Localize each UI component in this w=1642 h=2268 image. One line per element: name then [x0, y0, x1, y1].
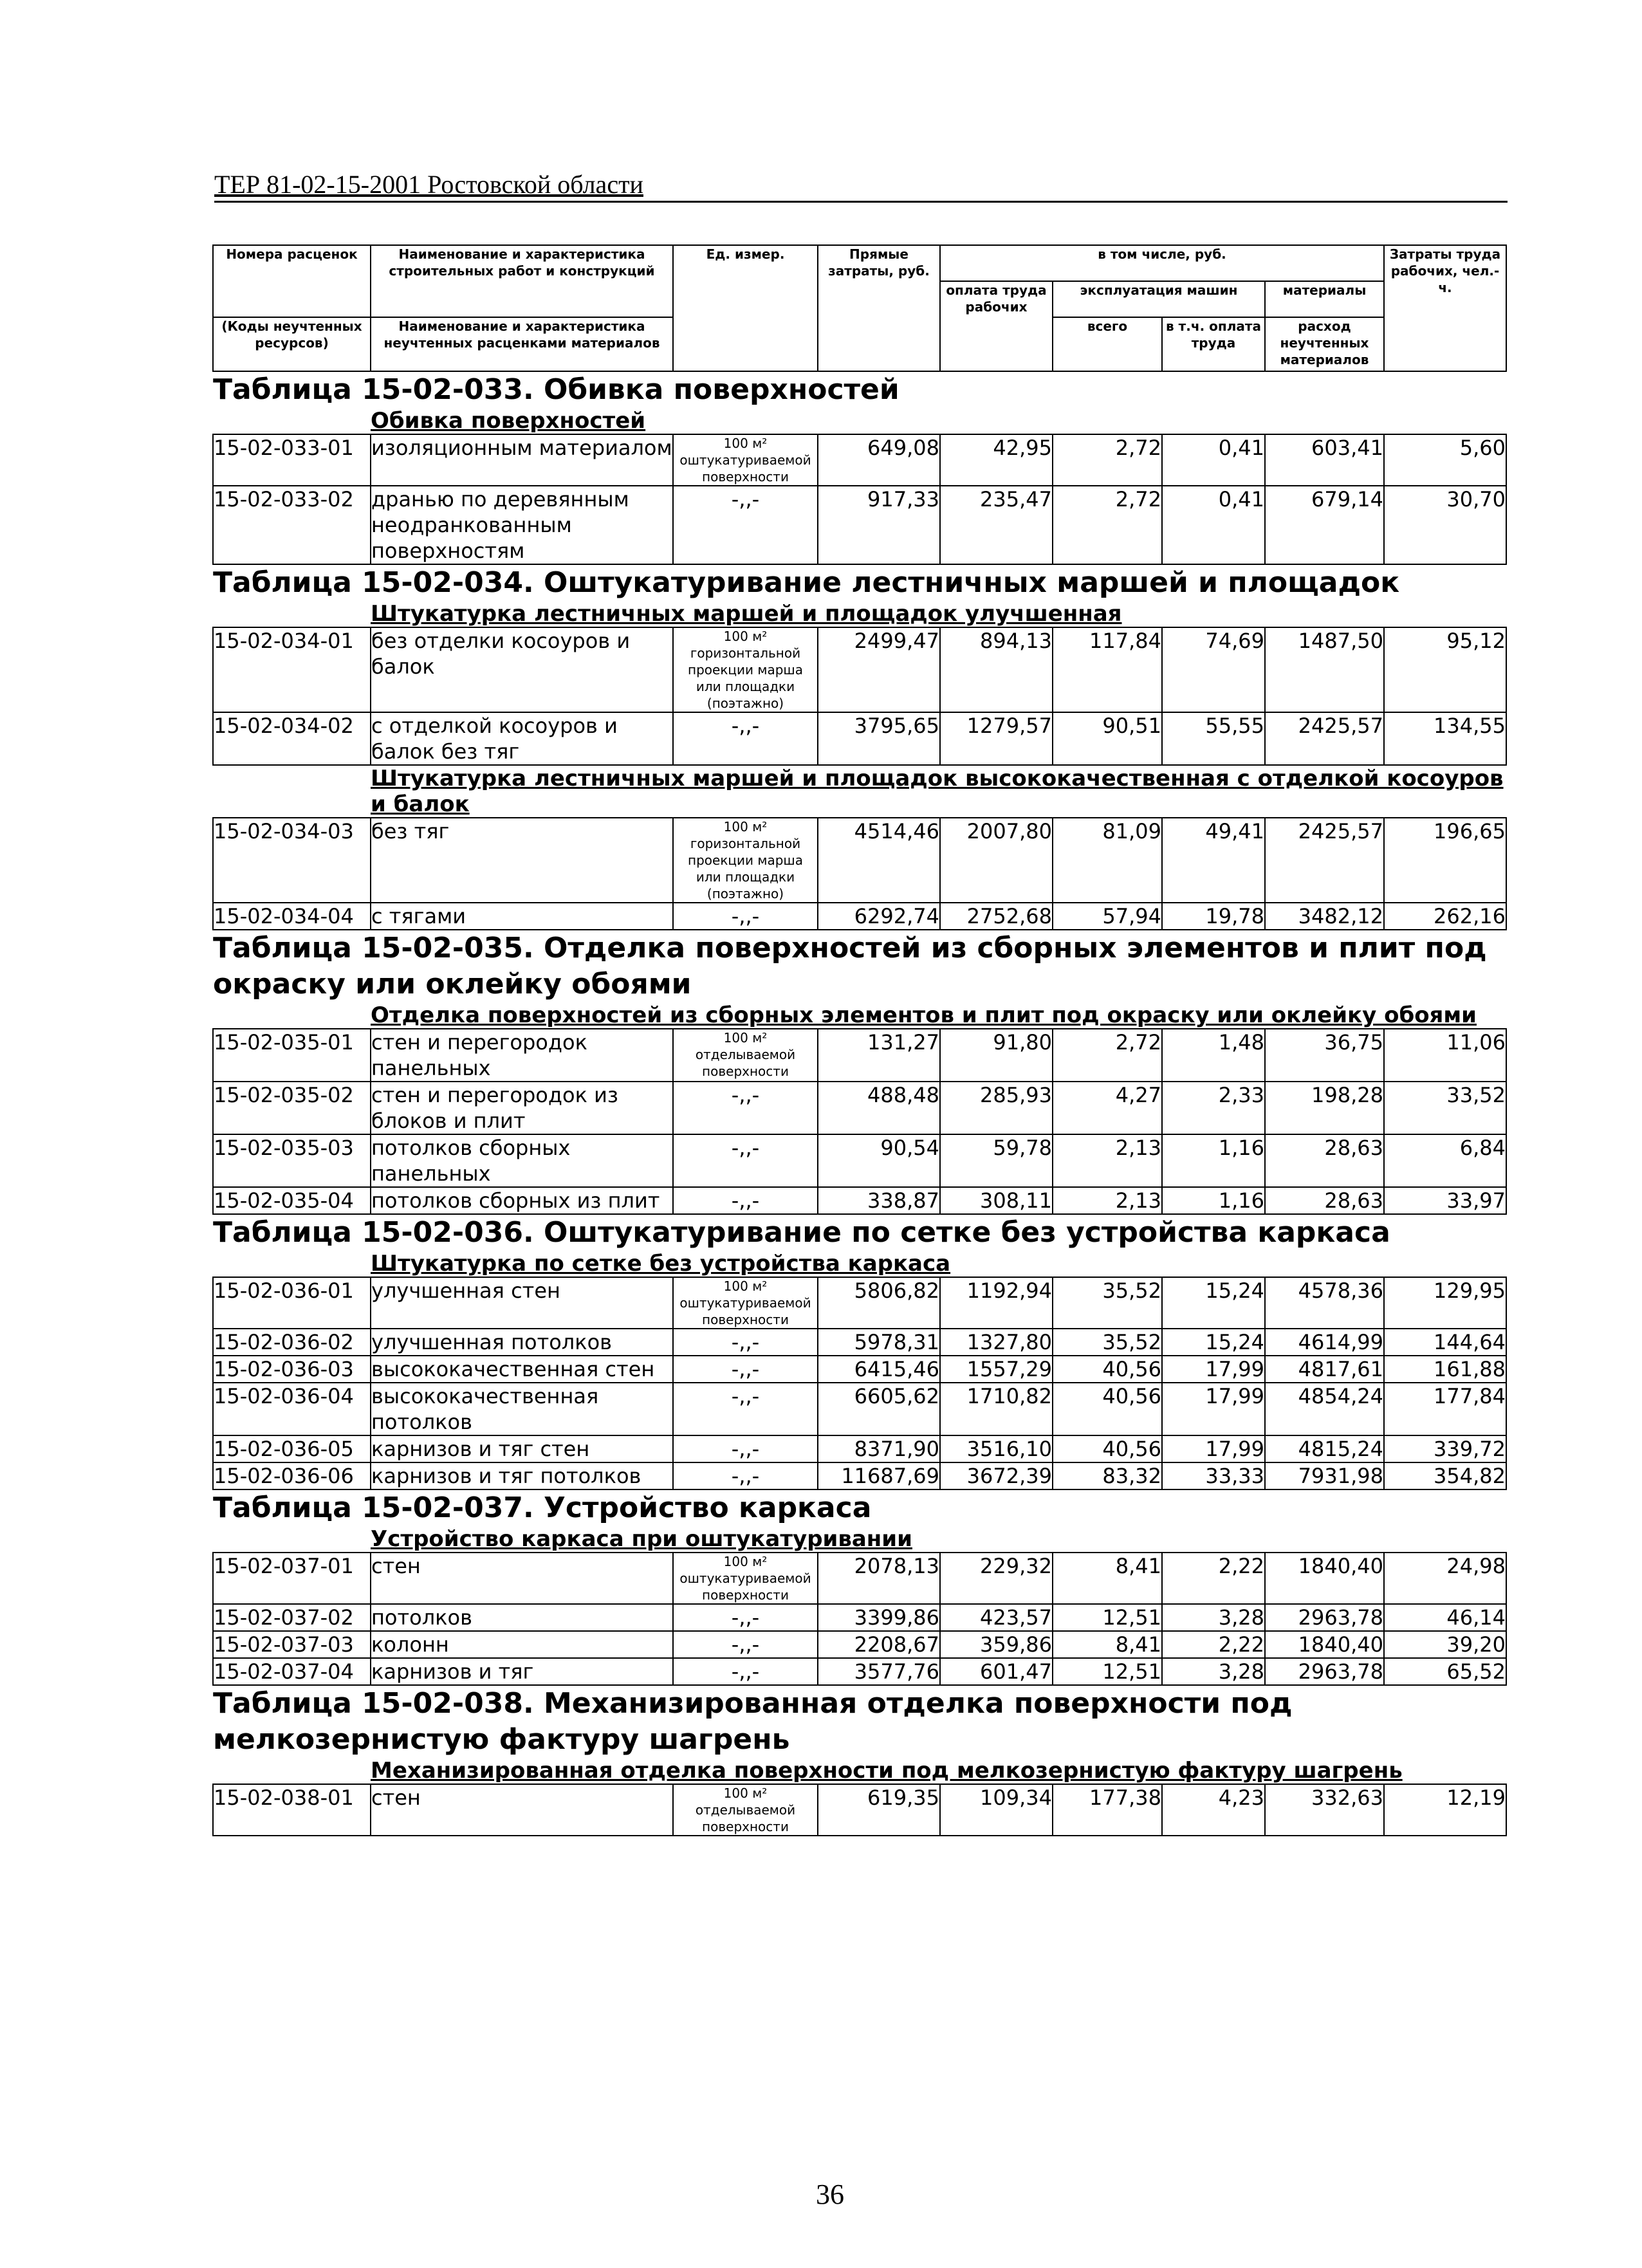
rate-unit: 100 м² горизонтальной проекции марша или площадки (поэтажно) [673, 818, 818, 903]
machines-total: 40,56 [1053, 1383, 1162, 1435]
machines-labor-pay: 4,23 [1162, 1784, 1265, 1836]
labor-pay: 894,13 [940, 627, 1053, 712]
labor-pay: 423,57 [940, 1604, 1053, 1631]
machines-labor-pay: 17,99 [1162, 1383, 1265, 1435]
rate-code: 15-02-036-03 [213, 1356, 371, 1383]
rate-name: с отделкой косоуров и балок без тяг [371, 712, 673, 765]
group-subtitle-row [213, 408, 1506, 434]
labor-pay: 1279,57 [940, 712, 1053, 765]
direct-cost: 338,87 [818, 1187, 940, 1214]
labor-hours: 11,06 [1384, 1029, 1506, 1082]
rate-unit: 100 м² отделываемой поверхности [673, 1029, 818, 1082]
group-code-cell [213, 765, 371, 818]
group-subtitle-row [213, 1526, 1506, 1553]
machines-total: 40,56 [1053, 1356, 1162, 1383]
machines-labor-pay: 2,33 [1162, 1082, 1265, 1134]
machines-labor-pay: 17,99 [1162, 1435, 1265, 1462]
machines-labor-pay: 49,41 [1162, 818, 1265, 903]
rate-name: карнизов и тяг потолков [371, 1462, 673, 1489]
rate-unit: -,,- [673, 903, 818, 930]
machines-total: 117,84 [1053, 627, 1162, 712]
table-row [213, 1277, 1506, 1329]
materials-cost: 28,63 [1265, 1134, 1384, 1187]
rate-name: без тяг [371, 818, 673, 903]
materials-cost: 1840,40 [1265, 1553, 1384, 1604]
group-code-cell [213, 1758, 371, 1784]
rate-code: 15-02-034-03 [213, 818, 371, 903]
materials-cost: 2963,78 [1265, 1658, 1384, 1685]
group-code-cell [213, 1002, 371, 1029]
materials-cost: 4817,61 [1265, 1356, 1384, 1383]
machines-total: 8,41 [1053, 1553, 1162, 1604]
rates-table [212, 244, 1507, 1836]
rate-name: высококачественная стен [371, 1356, 673, 1383]
rate-name: улучшенная потолков [371, 1329, 673, 1356]
table-row [213, 903, 1506, 930]
materials-cost: 1840,40 [1265, 1631, 1384, 1658]
rate-unit: -,,- [673, 1658, 818, 1685]
direct-cost: 6292,74 [818, 903, 940, 930]
group-code-cell [213, 1251, 371, 1277]
labor-hours: 134,55 [1384, 712, 1506, 765]
machines-labor-pay: 33,33 [1162, 1462, 1265, 1489]
table-row [213, 1435, 1506, 1462]
labor-pay: 308,11 [940, 1187, 1053, 1214]
group-subtitle-cell [371, 408, 1506, 434]
group-code-cell [213, 1526, 371, 1553]
table-row [213, 1187, 1506, 1214]
direct-cost: 4514,46 [818, 818, 940, 903]
rate-name: дранью по деревянным неодранкованным поверхностям [371, 486, 673, 564]
section-title: Таблица 15-02-036. Оштукатуривание по сетке без устройства каркаса [213, 1216, 1390, 1249]
table-row [213, 712, 1506, 765]
direct-cost: 6605,62 [818, 1383, 940, 1435]
direct-cost: 90,54 [818, 1134, 940, 1187]
direct-cost: 3399,86 [818, 1604, 940, 1631]
machines-labor-pay: 55,55 [1162, 712, 1265, 765]
labor-hours: 196,65 [1384, 818, 1506, 903]
group-subtitle: Штукатурка лестничных маршей и площадок высококачественная с отделкой косоуров и балок [371, 766, 1504, 817]
labor-hours: 177,84 [1384, 1383, 1506, 1435]
col-machines: эксплуатация машин [1053, 281, 1265, 317]
col-materials-sub: расход неучтенных материалов [1265, 317, 1384, 371]
rate-code: 15-02-036-01 [213, 1277, 371, 1329]
rate-name: стен [371, 1553, 673, 1604]
group-subtitle: Штукатурка лестничных маршей и площадок улучшенная [371, 601, 1122, 627]
machines-labor-pay: 0,41 [1162, 434, 1265, 486]
table-row [213, 434, 1506, 486]
labor-hours: 6,84 [1384, 1134, 1506, 1187]
rate-unit: 100 м² оштукатуриваемой поверхности [673, 1277, 818, 1329]
section-title: Таблица 15-02-033. Обивка поверхностей [213, 373, 899, 406]
table-row [213, 486, 1506, 564]
direct-cost: 2208,67 [818, 1631, 940, 1658]
labor-pay: 1710,82 [940, 1383, 1053, 1435]
labor-pay: 42,95 [940, 434, 1053, 486]
document-header [214, 161, 1508, 203]
rate-unit: -,,- [673, 1356, 818, 1383]
group-subtitle-cell [371, 765, 1506, 818]
rate-code: 15-02-038-01 [213, 1784, 371, 1836]
section-title: Таблица 15-02-034. Оштукатуривание лестничных маршей и площадок [213, 566, 1400, 599]
rate-code: 15-02-034-01 [213, 627, 371, 712]
materials-cost: 2425,57 [1265, 818, 1384, 903]
rate-code: 15-02-036-02 [213, 1329, 371, 1356]
labor-hours: 95,12 [1384, 627, 1506, 712]
labor-pay: 1192,94 [940, 1277, 1053, 1329]
machines-total: 35,52 [1053, 1277, 1162, 1329]
table-row [213, 1553, 1506, 1604]
labor-hours: 144,64 [1384, 1329, 1506, 1356]
machines-total: 35,52 [1053, 1329, 1162, 1356]
rate-unit: -,,- [673, 1134, 818, 1187]
table-header [213, 245, 1506, 371]
group-subtitle: Отделка поверхностей из сборных элементов и плит под окраску или оклейку обоями [371, 1002, 1477, 1028]
labor-hours: 5,60 [1384, 434, 1506, 486]
rate-unit: -,,- [673, 1604, 818, 1631]
rate-code: 15-02-036-05 [213, 1435, 371, 1462]
group-subtitle-cell [371, 1251, 1506, 1277]
rate-name: высококачественная потолков [371, 1383, 673, 1435]
section-title-row [213, 371, 1506, 408]
group-subtitle-cell [371, 1758, 1506, 1784]
rate-name: карнизов и тяг [371, 1658, 673, 1685]
table-row [213, 1462, 1506, 1489]
machines-total: 8,41 [1053, 1631, 1162, 1658]
table-row [213, 1356, 1506, 1383]
labor-pay: 3672,39 [940, 1462, 1053, 1489]
materials-cost: 4815,24 [1265, 1435, 1384, 1462]
rate-code: 15-02-033-01 [213, 434, 371, 486]
group-subtitle-row [213, 1251, 1506, 1277]
group-code-cell [213, 601, 371, 627]
direct-cost: 2078,13 [818, 1553, 940, 1604]
materials-cost: 679,14 [1265, 486, 1384, 564]
rate-name: стен и перегородок панельных [371, 1029, 673, 1082]
machines-labor-pay: 74,69 [1162, 627, 1265, 712]
labor-pay: 59,78 [940, 1134, 1053, 1187]
direct-cost: 5978,31 [818, 1329, 940, 1356]
rate-name: колонн [371, 1631, 673, 1658]
table-row [213, 818, 1506, 903]
col-machines-labor: в т.ч. оплата труда [1162, 317, 1265, 371]
direct-cost: 11687,69 [818, 1462, 940, 1489]
rate-code: 15-02-036-04 [213, 1383, 371, 1435]
rate-name: карнизов и тяг стен [371, 1435, 673, 1462]
rate-unit: -,,- [673, 1187, 818, 1214]
rate-unit: 100 м² горизонтальной проекции марша или площадки (поэтажно) [673, 627, 818, 712]
group-subtitle: Обивка поверхностей [371, 408, 646, 434]
rate-unit: -,,- [673, 1082, 818, 1134]
rate-name: потолков сборных панельных [371, 1134, 673, 1187]
materials-cost: 2963,78 [1265, 1604, 1384, 1631]
section-title-row [213, 1685, 1506, 1758]
section-title-row [213, 930, 1506, 1002]
direct-cost: 3577,76 [818, 1658, 940, 1685]
rate-unit: 100 м² оштукатуриваемой поверхности [673, 434, 818, 486]
machines-labor-pay: 15,24 [1162, 1329, 1265, 1356]
section-title-row [213, 1489, 1506, 1526]
group-subtitle-row [213, 1758, 1506, 1784]
col-labor-pay: оплата труда рабочих [940, 281, 1053, 371]
machines-total: 90,51 [1053, 712, 1162, 765]
labor-pay: 601,47 [940, 1658, 1053, 1685]
machines-labor-pay: 15,24 [1162, 1277, 1265, 1329]
materials-cost: 2425,57 [1265, 712, 1384, 765]
machines-labor-pay: 3,28 [1162, 1658, 1265, 1685]
rate-code: 15-02-034-02 [213, 712, 371, 765]
rate-unit: -,,- [673, 1329, 818, 1356]
direct-cost: 6415,46 [818, 1356, 940, 1383]
labor-hours: 39,20 [1384, 1631, 1506, 1658]
rate-unit: -,,- [673, 486, 818, 564]
labor-hours: 33,52 [1384, 1082, 1506, 1134]
materials-cost: 1487,50 [1265, 627, 1384, 712]
table-row [213, 1631, 1506, 1658]
machines-labor-pay: 0,41 [1162, 486, 1265, 564]
document-title: ТЕР 81-02-15-2001 Ростовской области [214, 170, 643, 199]
rate-code: 15-02-035-02 [213, 1082, 371, 1134]
table-row [213, 1329, 1506, 1356]
machines-labor-pay: 1,16 [1162, 1134, 1265, 1187]
col-labor-hours: Затраты труда рабочих, чел.-ч. [1384, 245, 1506, 371]
table-row [213, 1082, 1506, 1134]
rate-code: 15-02-035-01 [213, 1029, 371, 1082]
direct-cost: 649,08 [818, 434, 940, 486]
direct-cost: 488,48 [818, 1082, 940, 1134]
labor-hours: 129,95 [1384, 1277, 1506, 1329]
machines-total: 83,32 [1053, 1462, 1162, 1489]
rate-code: 15-02-037-04 [213, 1658, 371, 1685]
machines-total: 2,13 [1053, 1187, 1162, 1214]
section-title: Таблица 15-02-037. Устройство каркаса [213, 1491, 872, 1524]
group-subtitle: Штукатурка по сетке без устройства каркаса [371, 1251, 951, 1277]
rate-unit: 100 м² оштукатуриваемой поверхности [673, 1553, 818, 1604]
labor-hours: 339,72 [1384, 1435, 1506, 1462]
machines-total: 12,51 [1053, 1604, 1162, 1631]
rate-unit: -,,- [673, 712, 818, 765]
labor-hours: 65,52 [1384, 1658, 1506, 1685]
direct-cost: 8371,90 [818, 1435, 940, 1462]
labor-hours: 161,88 [1384, 1356, 1506, 1383]
section-title-row [213, 1214, 1506, 1251]
section-title: Таблица 15-02-035. Отделка поверхностей из сборных элементов и плит под окраску или оклейку обоями [213, 932, 1487, 1000]
table-body [213, 371, 1506, 1836]
machines-labor-pay: 1,16 [1162, 1187, 1265, 1214]
labor-pay: 2007,80 [940, 818, 1053, 903]
labor-pay: 285,93 [940, 1082, 1053, 1134]
group-subtitle-row [213, 601, 1506, 627]
rate-code: 15-02-033-02 [213, 486, 371, 564]
rate-name: изоляционным материалом [371, 434, 673, 486]
machines-total: 2,13 [1053, 1134, 1162, 1187]
machines-total: 12,51 [1053, 1658, 1162, 1685]
labor-hours: 46,14 [1384, 1604, 1506, 1631]
group-subtitle: Механизированная отделка поверхности под мелкозернистую фактуру шагрень [371, 1758, 1403, 1784]
col-name-top: Наименование и характеристика строительных работ и конструкций [371, 245, 673, 317]
labor-pay: 109,34 [940, 1784, 1053, 1836]
section-title-row [213, 564, 1506, 601]
group-subtitle-row [213, 765, 1506, 818]
materials-cost: 3482,12 [1265, 903, 1384, 930]
labor-pay: 1557,29 [940, 1356, 1053, 1383]
materials-cost: 36,75 [1265, 1029, 1384, 1082]
group-subtitle-row [213, 1002, 1506, 1029]
materials-cost: 332,63 [1265, 1784, 1384, 1836]
section-title: Таблица 15-02-038. Механизированная отделка поверхности под мелкозернистую фактуру шагрень [213, 1687, 1293, 1756]
materials-cost: 28,63 [1265, 1187, 1384, 1214]
group-subtitle-cell [371, 601, 1506, 627]
rate-code: 15-02-035-04 [213, 1187, 371, 1214]
rate-unit: 100 м² отделываемой поверхности [673, 1784, 818, 1836]
table-row [213, 1134, 1506, 1187]
page-number: 36 [816, 2179, 844, 2210]
col-incl: в том числе, руб. [940, 245, 1384, 281]
machines-total: 177,38 [1053, 1784, 1162, 1836]
col-name-bottom: Наименование и характеристика неучтенных расценками материалов [371, 317, 673, 371]
labor-hours: 354,82 [1384, 1462, 1506, 1489]
rate-name: стен [371, 1784, 673, 1836]
machines-total: 40,56 [1053, 1435, 1162, 1462]
labor-pay: 2752,68 [940, 903, 1053, 930]
rate-unit: -,,- [673, 1631, 818, 1658]
rate-code: 15-02-037-03 [213, 1631, 371, 1658]
col-unit: Ед. измер. [673, 245, 818, 371]
table-row [213, 1658, 1506, 1685]
machines-labor-pay: 17,99 [1162, 1356, 1265, 1383]
labor-pay: 229,32 [940, 1553, 1053, 1604]
labor-pay: 1327,80 [940, 1329, 1053, 1356]
col-code-bottom: (Коды неучтенных ресурсов) [213, 317, 371, 371]
materials-cost: 4854,24 [1265, 1383, 1384, 1435]
direct-cost: 131,27 [818, 1029, 940, 1082]
rate-code: 15-02-034-04 [213, 903, 371, 930]
direct-cost: 619,35 [818, 1784, 940, 1836]
table-row [213, 627, 1506, 712]
machines-labor-pay: 1,48 [1162, 1029, 1265, 1082]
machines-labor-pay: 3,28 [1162, 1604, 1265, 1631]
labor-pay: 235,47 [940, 486, 1053, 564]
rate-name: с тягами [371, 903, 673, 930]
materials-cost: 198,28 [1265, 1082, 1384, 1134]
col-code-top: Номера расценок [213, 245, 371, 317]
col-materials: материалы [1265, 281, 1384, 317]
machines-total: 2,72 [1053, 434, 1162, 486]
group-subtitle-cell [371, 1002, 1506, 1029]
table-row [213, 1784, 1506, 1836]
direct-cost: 5806,82 [818, 1277, 940, 1329]
materials-cost: 603,41 [1265, 434, 1384, 486]
rate-code: 15-02-035-03 [213, 1134, 371, 1187]
labor-hours: 30,70 [1384, 486, 1506, 564]
labor-hours: 33,97 [1384, 1187, 1506, 1214]
rate-name: потолков сборных из плит [371, 1187, 673, 1214]
group-subtitle: Устройство каркаса при оштукатуривании [371, 1526, 912, 1552]
rate-name: стен и перегородок из блоков и плит [371, 1082, 673, 1134]
table-row [213, 1604, 1506, 1631]
materials-cost: 7931,98 [1265, 1462, 1384, 1489]
labor-hours: 262,16 [1384, 903, 1506, 930]
labor-pay: 3516,10 [940, 1435, 1053, 1462]
machines-labor-pay: 2,22 [1162, 1631, 1265, 1658]
rate-name: без отделки косоуров и балок [371, 627, 673, 712]
table-row [213, 1383, 1506, 1435]
group-subtitle-cell [371, 1526, 1506, 1553]
direct-cost: 917,33 [818, 486, 940, 564]
rate-name: улучшенная стен [371, 1277, 673, 1329]
direct-cost: 3795,65 [818, 712, 940, 765]
materials-cost: 4578,36 [1265, 1277, 1384, 1329]
rate-code: 15-02-037-02 [213, 1604, 371, 1631]
machines-total: 4,27 [1053, 1082, 1162, 1134]
machines-total: 57,94 [1053, 903, 1162, 930]
labor-pay: 359,86 [940, 1631, 1053, 1658]
rate-unit: -,,- [673, 1383, 818, 1435]
rate-name: потолков [371, 1604, 673, 1631]
rate-code: 15-02-037-01 [213, 1553, 371, 1604]
rate-unit: -,,- [673, 1435, 818, 1462]
labor-hours: 12,19 [1384, 1784, 1506, 1836]
machines-total: 2,72 [1053, 486, 1162, 564]
labor-pay: 91,80 [940, 1029, 1053, 1082]
rate-code: 15-02-036-06 [213, 1462, 371, 1489]
machines-labor-pay: 19,78 [1162, 903, 1265, 930]
col-direct: Прямые затраты, руб. [818, 245, 940, 371]
direct-cost: 2499,47 [818, 627, 940, 712]
table-row [213, 1029, 1506, 1082]
machines-total: 2,72 [1053, 1029, 1162, 1082]
group-code-cell [213, 408, 371, 434]
machines-labor-pay: 2,22 [1162, 1553, 1265, 1604]
rate-unit: -,,- [673, 1462, 818, 1489]
machines-total: 81,09 [1053, 818, 1162, 903]
col-machines-total: всего [1053, 317, 1162, 371]
materials-cost: 4614,99 [1265, 1329, 1384, 1356]
labor-hours: 24,98 [1384, 1553, 1506, 1604]
